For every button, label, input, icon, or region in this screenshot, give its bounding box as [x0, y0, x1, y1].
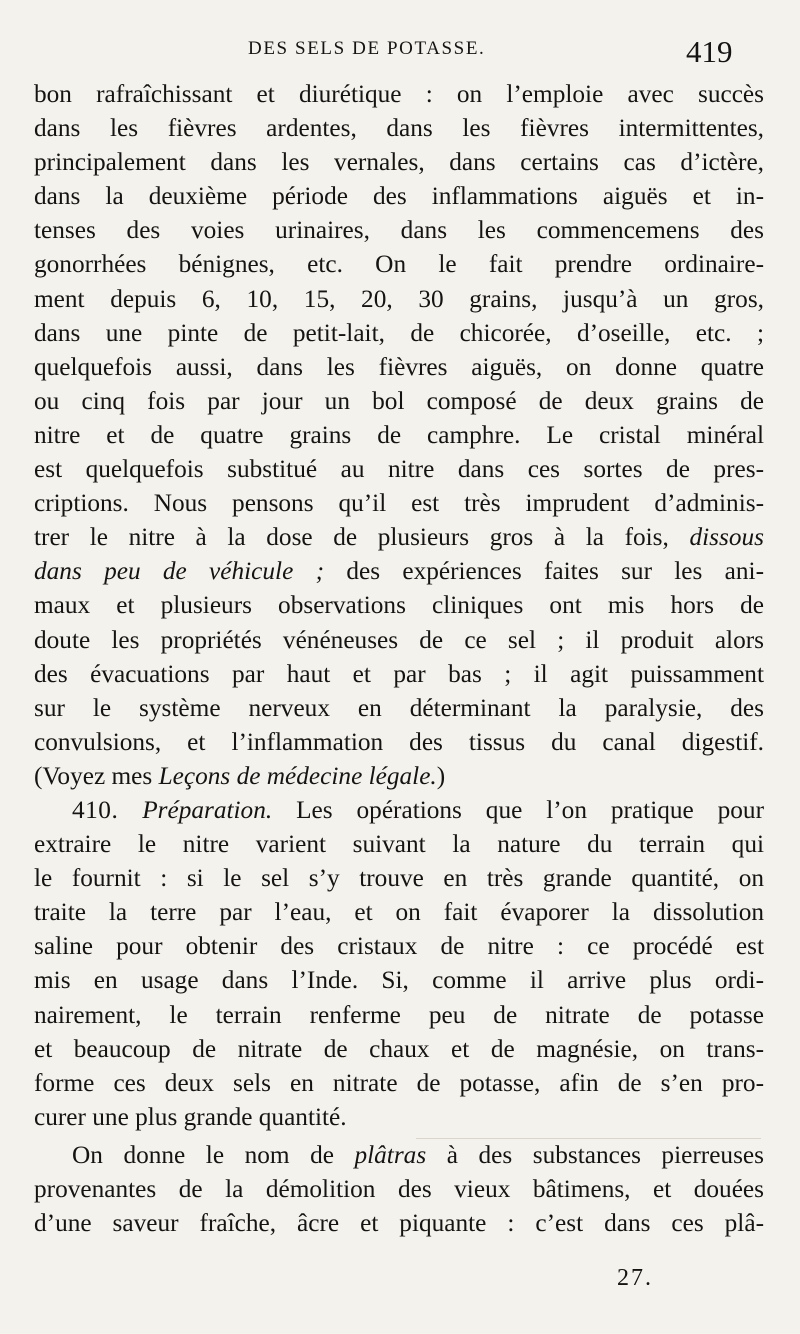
italic-run: Leçons de médecine légale.: [158, 761, 437, 790]
text-run: des expériences faites sur les ani-: [346, 557, 764, 586]
text-line: convulsions, et l’inflammation des tissus du canal digestif.: [34, 727, 764, 756]
text-line: [34, 520, 764, 554]
text-line: gonorrhées bénignes, etc. On le fait prendre ordinaire-: [34, 250, 764, 279]
text-run: Les opérations que l’on pratique pour: [296, 795, 765, 824]
text-line: mis en usage dans l’Inde. Si, comme il arrive plus ordi-: [34, 966, 764, 995]
text-line: bon rafraîchissant et diurétique : on l’emploie avec succès: [34, 80, 764, 108]
text-line: forme ces deux sels en nitrate de potasse, afin de s’en pro-: [34, 1068, 764, 1097]
text-line: d’une saveur fraîche, âcre et piquante : c’est dans ces plâ-: [34, 1209, 764, 1238]
running-head: [0, 34, 800, 68]
text-line: dans la deuxième période des inflammations aiguës et in-: [34, 182, 764, 211]
text-line: sur le système nerveux en déterminant la paralysie, des: [34, 693, 764, 722]
text-line: [34, 759, 764, 793]
text-run: trer le nitre à la dose de plusieurs gros à la fois,: [34, 523, 669, 552]
body-text: [34, 77, 764, 1240]
text-line: [34, 1138, 764, 1172]
paragraph-platras: [34, 1138, 764, 1240]
text-line: le fournit : si le sel s’y trouve en très grande quantité, on: [34, 864, 764, 893]
text-run: On donne le nom de: [72, 1140, 334, 1169]
text-run: (Voyez mes: [34, 761, 153, 790]
text-line: est quelquefois substitué au nitre dans ces sortes de pres-: [34, 455, 764, 484]
text-line: tenses des voies urinaires, dans les commencemens des: [34, 216, 764, 245]
text-line: traite la terre par l’eau, et on fait évaporer la dissolution: [34, 898, 764, 927]
page-number: 419: [686, 34, 733, 69]
italic-run: dissous: [689, 523, 764, 552]
text-line: saline pour obtenir des cristaux de nitre : ce procédé est: [34, 932, 764, 961]
text-run: ): [436, 761, 446, 790]
paragraph-preparation: [34, 793, 764, 1134]
section-number: 410.: [72, 795, 119, 824]
text-line: et beaucoup de nitrate de chaux et de magnésie, on trans-: [34, 1034, 764, 1063]
section-heading: Préparation.: [142, 795, 273, 824]
text-line: [34, 793, 764, 827]
text-line: criptions. Nous pensons qu’il est très imprudent d’adminis-: [34, 489, 764, 518]
running-title: DES SELS DE POTASSE.: [248, 38, 486, 59]
text-line: quelquefois aussi, dans les fièvres aiguës, on donne quatre: [34, 352, 764, 381]
text-run: à des substances pierreuses: [446, 1140, 764, 1169]
text-line: nitre et de quatre grains de camphre. Le cristal minéral: [34, 420, 764, 449]
text-line: dans une pinte de petit-lait, de chicorée, d’oseille, etc. ;: [34, 318, 764, 347]
text-line: provenantes de la démolition des vieux bâtimens, et douées: [34, 1175, 764, 1203]
text-line: dans les fièvres ardentes, dans les fièvres intermittentes,: [34, 114, 764, 143]
paragraph-nitre-uses: [34, 77, 764, 793]
text-line: extraire le nitre varient suivant la nature du terrain qui: [34, 830, 764, 859]
signature-mark: 27.: [617, 1265, 653, 1291]
text-line: principalement dans les vernales, dans certains cas d’ictère,: [34, 148, 764, 177]
text-line: ment depuis 6, 10, 15, 20, 30 grains, jusqu’à un gros,: [34, 284, 764, 313]
text-line: [34, 554, 764, 588]
text-line: des évacuations par haut et par bas ; il agit puissamment: [34, 659, 764, 688]
text-line: doute les propriétés vénéneuses de ce sel ; il produit alors: [34, 625, 764, 654]
italic-run: dans peu de véhicule ;: [34, 557, 325, 586]
italic-run: plâtras: [354, 1140, 427, 1169]
text-line: ou cinq fois par jour un bol composé de deux grains de: [34, 386, 764, 415]
text-line: maux et plusieurs observations cliniques ont mis hors de: [34, 591, 764, 620]
text-line: curer une plus grande quantité.: [34, 1102, 347, 1131]
faint-rule: [416, 1138, 761, 1139]
text-line: nairement, le terrain renferme peu de nitrate de potasse: [34, 1000, 764, 1029]
